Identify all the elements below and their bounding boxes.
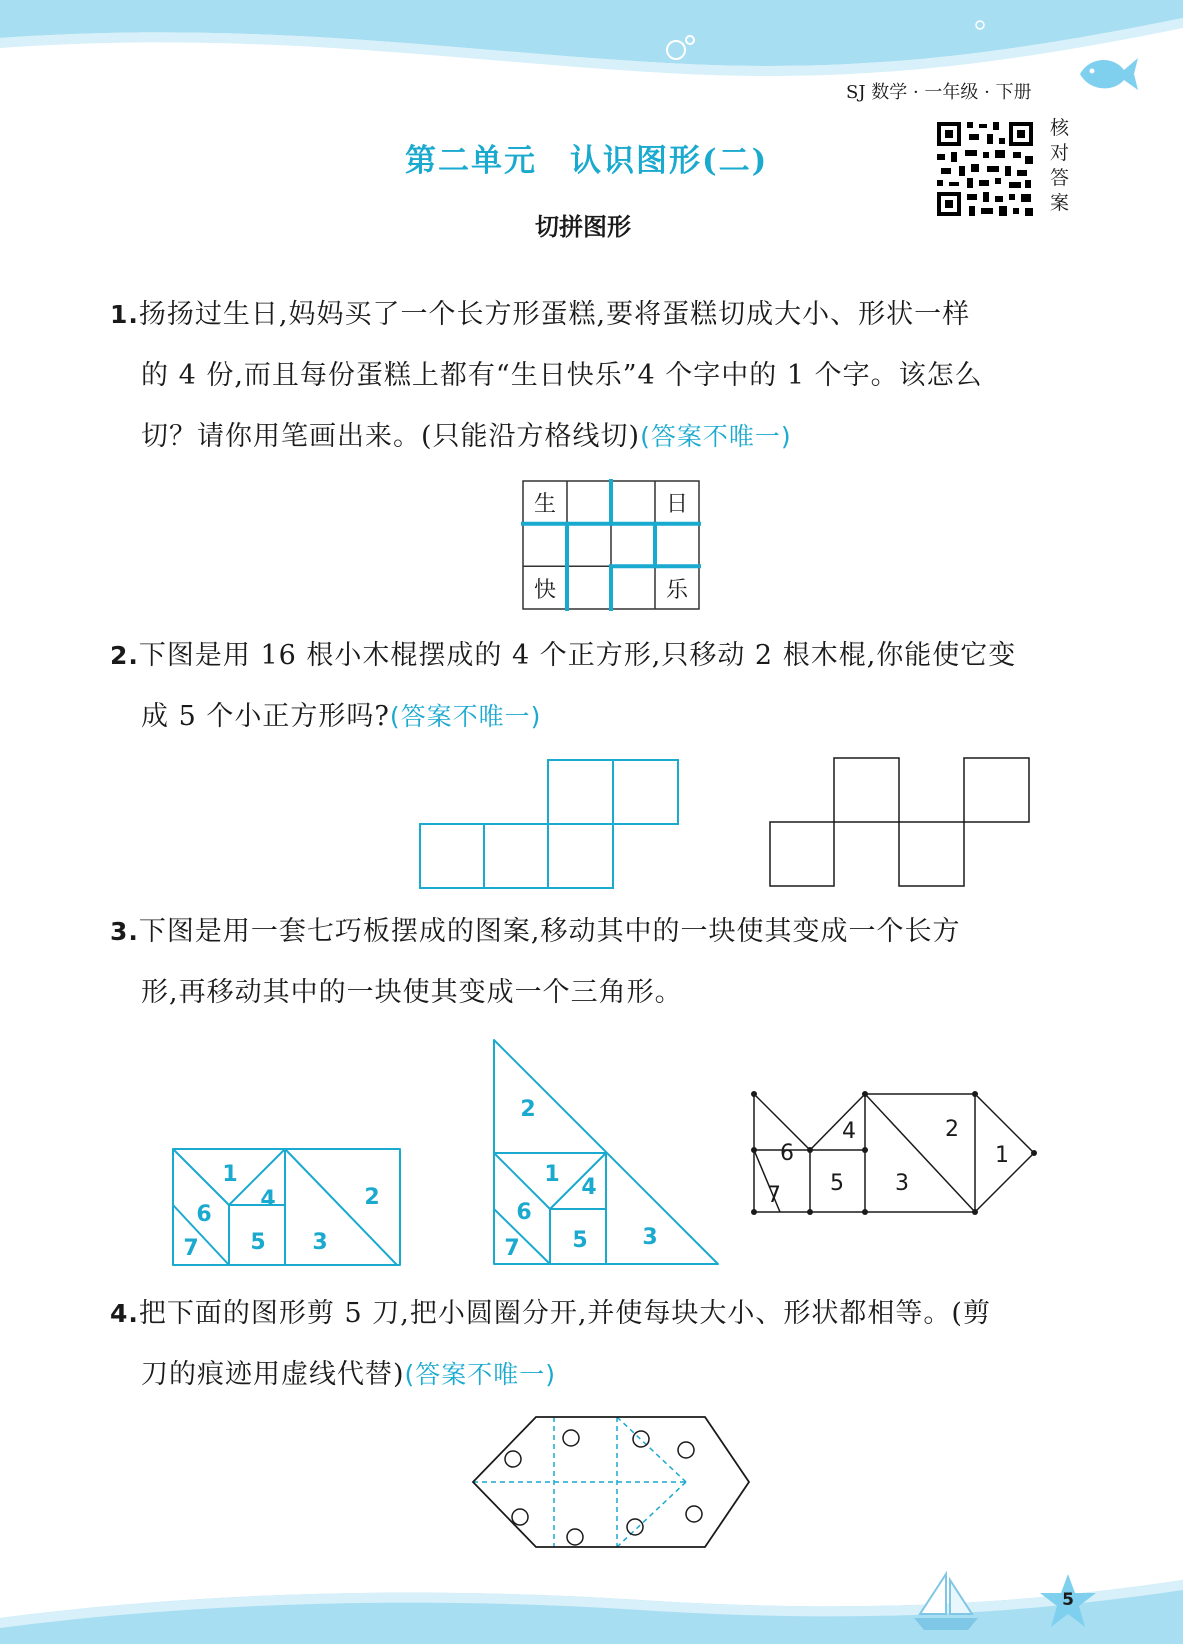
footer-decoration [0, 1540, 1183, 1644]
q2-line1: 下图是用 16 根小木棍摆成的 4 个正方形,只移动 2 根木棍,你能使它变 [138, 640, 1017, 671]
q2-answer-note: (答案不唯一) [389, 702, 542, 731]
q1-line3: 切？请你用笔画出来。(只能沿方格线切) [141, 421, 641, 452]
rect-piece-2: 2 [364, 1185, 380, 1210]
sailboat-icon [910, 1570, 982, 1634]
qr-code-icon [935, 120, 1035, 218]
orig-piece-1: 1 [995, 1143, 1009, 1168]
question-1-text [110, 284, 1090, 467]
fish-icon [1078, 52, 1140, 94]
q4-answer-note: (答案不唯一) [404, 1360, 557, 1389]
q3-line2: 形,再移动其中的一块使其变成一个三角形。 [141, 977, 683, 1008]
tri-piece-3: 3 [642, 1225, 658, 1250]
tri-piece-4: 4 [581, 1175, 597, 1200]
orig-piece-2: 2 [945, 1117, 959, 1142]
q2-original-figure [767, 755, 1033, 889]
rect-piece-4: 4 [260, 1187, 276, 1212]
orig-piece-4: 4 [842, 1119, 856, 1144]
grid-char-kuai: 快 [533, 578, 557, 603]
tangram-triangle-answer [490, 1036, 722, 1272]
orig-piece-6: 6 [780, 1141, 794, 1166]
q2-line2: 成 5 个小正方形吗? [141, 701, 390, 732]
tri-piece-7: 7 [504, 1236, 520, 1261]
grid-char-le: 乐 [665, 578, 689, 603]
orig-piece-5: 5 [830, 1171, 844, 1196]
question-2-number: 2. [110, 641, 139, 670]
question-3-number: 3. [110, 917, 139, 946]
q4-line2: 刀的痕迹用虚线代替) [141, 1359, 405, 1390]
qr-label: 核对答案 [1050, 117, 1070, 214]
q1-line2: 的 4 份,而且每份蛋糕上都有“生日快乐”4 个字中的 1 个字。该怎么 [141, 360, 983, 391]
tangram-original-pattern [750, 1090, 1046, 1220]
q1-answer-note: (答案不唯一) [640, 422, 792, 451]
question-2-text [110, 625, 1090, 747]
question-4-text [110, 1283, 1090, 1405]
tangram-rectangle-answer [170, 1145, 410, 1271]
section-title: 切拼图形 [535, 213, 631, 241]
tri-piece-2: 2 [520, 1097, 536, 1122]
unit-title: 第二单元 认识图形(二) [405, 143, 769, 179]
grid-char-sheng: 生 [533, 492, 557, 517]
rect-piece-3: 3 [312, 1230, 328, 1255]
tri-piece-1: 1 [544, 1162, 560, 1187]
cake-grid [520, 478, 702, 612]
question-3-text [110, 901, 1090, 1023]
q3-line1: 下图是用一套七巧板摆成的图案,移动其中的一块使其变成一个长方 [138, 916, 961, 947]
q1-line1: 扬扬过生日,妈妈买了一个长方形蛋糕,要将蛋糕切成大小、形状一样 [138, 299, 971, 330]
q4-line1: 把下面的图形剪 5 刀,把小圆圈分开,并使每块大小、形状都相等。(剪 [138, 1298, 991, 1329]
rect-piece-6: 6 [196, 1202, 212, 1227]
book-info: SJ 数学 · 一年级 · 下册 [846, 82, 1032, 103]
rect-piece-1: 1 [222, 1162, 238, 1187]
grid-char-ri: 日 [665, 492, 689, 517]
tri-piece-6: 6 [516, 1200, 532, 1225]
rect-piece-7: 7 [183, 1236, 199, 1261]
question-4-number: 4. [110, 1299, 139, 1328]
q2-answer-figure [417, 757, 681, 891]
page-number: 5 [1062, 1590, 1074, 1610]
tri-piece-5: 5 [572, 1228, 588, 1253]
orig-piece-3: 3 [895, 1171, 909, 1196]
orig-piece-7: 7 [767, 1183, 781, 1208]
hexagon-cut-figure [470, 1413, 752, 1551]
rect-piece-5: 5 [250, 1230, 266, 1255]
question-1-number: 1. [110, 300, 139, 329]
